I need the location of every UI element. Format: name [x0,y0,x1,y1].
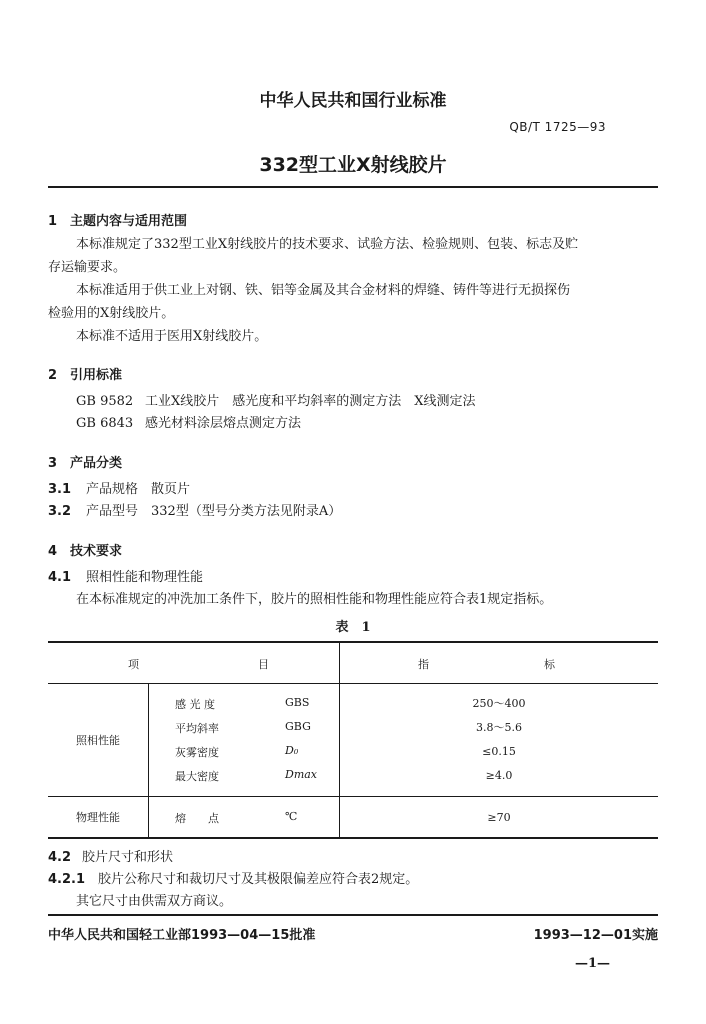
section-1-heading: 1 主题内容与适用范围 [48,214,188,229]
table-header-row [48,642,658,684]
item-4-1-text: 照相性能和物理性能 [86,570,204,585]
row-sensitivity [149,692,339,716]
standard-org: 中华人民共和国行业标准 [259,91,447,111]
item-3-2-number: 3.2 [48,504,72,519]
header-index-a: 指 [418,658,429,671]
document-title: 332型工业X射线胶片 [259,154,447,176]
reference-1-code: GB 9582 [76,394,134,409]
table-group-physical [48,797,658,839]
group-photographic-label: 照相性能 [48,684,149,797]
row-gradient [149,716,339,740]
section-3-heading: 3 产品分类 [48,456,123,471]
row-sensitivity-name: 感 光 度 [175,698,215,711]
row-sensitivity-symbol: GBS [285,696,310,709]
section-1-para-2-line-1: 本标准适用于供工业上对钢、铁、铝等金属及其合金材料的焊缝、铸件等进行无损探伤 [76,283,571,298]
row-melting-name: 熔 点 [175,812,219,825]
section-1-para-1-line-2: 存运输要求。 [48,260,127,275]
item-4-2-1-paragraph: 其它尺寸由供需双方商议。 [76,894,233,909]
item-4-2-text: 胶片尺寸和形状 [82,850,174,865]
section-4-heading: 4 技术要求 [48,544,123,559]
footer-issuer: 中华人民共和国轻工业部1993—04—15批准 [48,928,316,943]
standard-code: QB/T 1725—93 [509,120,606,134]
footer-effective-date: 1993—12—01实施 [533,928,658,943]
reference-2-code: GB 6843 [76,416,134,431]
title-rule [48,186,658,188]
section-2-heading: 2 引用标准 [48,368,123,383]
reference-2-title: 感光材料涂层熔点测定方法 [145,416,302,431]
header-item-b: 目 [258,658,269,671]
row-dmax-value: ≥4.0 [485,769,513,782]
item-4-1-paragraph: 在本标准规定的冲洗加工条件下，胶片的照相性能和物理性能应符合表1规定指标。 [76,592,553,607]
row-dmax [149,764,339,788]
item-4-1-number: 4.1 [48,570,72,585]
table-group-photographic [48,684,658,797]
group-physical-label: 物理性能 [48,797,149,839]
footer-rule [48,914,658,916]
section-1-para-3: 本标准不适用于医用X射线胶片。 [76,329,268,344]
row-melting-unit: ℃ [285,810,298,823]
table-1 [48,641,658,839]
row-fog-symbol: D₀ [285,744,299,757]
row-dmax-name: 最大密度 [175,770,219,783]
row-fog [149,740,339,764]
item-3-1-number: 3.1 [48,482,72,497]
table-1-caption: 表 1 [335,620,371,635]
row-dmax-symbol: Dmax [285,768,318,781]
header-index-b: 标 [544,658,555,671]
section-1-para-1-line-1: 本标准规定了332型工业X射线胶片的技术要求、试验方法、检验规则、包装、标志及贮 [76,237,579,252]
item-4-2-number: 4.2 [48,850,72,865]
item-4-2-1-text: 胶片公称尺寸和裁切尺寸及其极限偏差应符合表2规定。 [98,872,419,887]
header-item-a: 项 [128,658,139,671]
section-1-para-2-line-2: 检验用的X射线胶片。 [48,306,175,321]
item-3-2-text: 产品型号 332型（型号分类方法见附录A） [86,504,342,519]
row-gradient-symbol: GBG [285,720,311,733]
reference-1-title: 工业X线胶片 感光度和平均斜率的测定方法 X线测定法 [145,394,476,409]
item-4-2-1-number: 4.2.1 [48,872,86,887]
page-number: —1— [574,956,610,971]
row-melting-value: ≥70 [340,797,659,839]
row-gradient-value: 3.8～5.6 [476,721,522,734]
row-fog-name: 灰雾密度 [175,746,219,759]
row-fog-value: ≤0.15 [482,745,516,758]
row-sensitivity-value: 250～400 [472,697,526,710]
row-gradient-name: 平均斜率 [175,722,219,735]
item-3-1-text: 产品规格 散页片 [86,482,191,497]
